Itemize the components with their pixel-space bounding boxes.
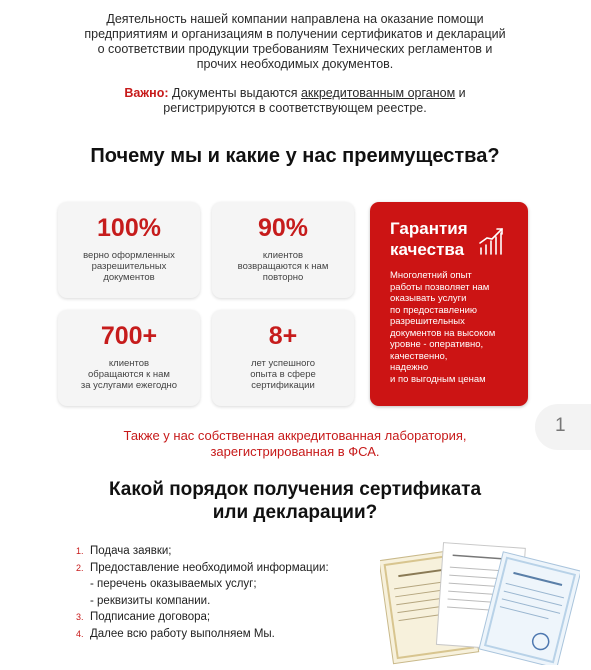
important-label: Важно: [124, 86, 169, 100]
page-number: 1 [555, 415, 566, 436]
list-item: 4. Далее всю работу выполняем Мы. [76, 627, 275, 640]
stat-description: клиентов обращаются к нам за услугами ежегодно [80, 358, 178, 391]
important-text: и [455, 86, 466, 100]
guarantee-title: Гарантия качества [390, 219, 468, 259]
stat-card [212, 310, 354, 406]
list-subitem: - реквизиты компании. [90, 594, 211, 607]
important-text: Документы выдаются [168, 86, 301, 100]
stat-value: 8+ [268, 322, 298, 350]
stat-value: 100% [97, 214, 161, 242]
stat-card [212, 202, 354, 298]
stat-card [58, 202, 200, 298]
quality-guarantee-card [370, 202, 528, 406]
page-indicator-button[interactable] [535, 404, 591, 450]
list-item: 2. Предоставление необходимой информации: [76, 561, 329, 574]
growth-chart-icon [478, 226, 506, 256]
important-note [70, 86, 520, 116]
stat-value: 700+ [100, 322, 158, 350]
procedure-steps-list [76, 543, 329, 642]
intro-line: прочих необходимых документов. [196, 57, 394, 71]
stat-card [58, 310, 200, 406]
stat-description: лет успешного опыта в сфере сертификации [250, 358, 316, 391]
certificate-documents-image [380, 540, 580, 665]
intro-line: Деятельность нашей компании направлена на оказание помощи [106, 12, 484, 26]
intro-text [40, 12, 550, 72]
list-item: 3. Подписание договора; [76, 611, 211, 623]
advantages-heading: Почему мы и какие у нас преимущества? [90, 145, 500, 167]
list-subitem: - перечень оказываемых услуг; [90, 578, 257, 590]
stat-description: верно оформленных разрешительных документов [83, 250, 175, 283]
laboratory-note: Также у нас собственная аккредитованная лаборатория, зарегистрированная в ФСА. [123, 428, 467, 459]
stat-value: 90% [257, 214, 309, 242]
procedure-heading: Какой порядок получения сертификата или декларации? [108, 479, 482, 523]
accredited-body-link[interactable]: аккредитованным органом [300, 86, 456, 100]
intro-line: о соответствии продукции требованиям Технических регламентов и [97, 42, 493, 56]
stat-description: клиентов возвращаются к нам повторно [237, 250, 329, 283]
intro-line: предприятиям и организациям в получении сертификатов и деклараций [84, 27, 506, 41]
list-item: 1. Подача заявки; [76, 545, 172, 557]
important-text: регистрируются в соответствующем реестре. [163, 101, 427, 115]
guarantee-description: Многолетний опыт работы позволяет нам оказывать услуги по предоставлению разрешительных документов на высоком уровне - оперативно, качественно, надежно и по выгодным ценам [390, 270, 496, 385]
